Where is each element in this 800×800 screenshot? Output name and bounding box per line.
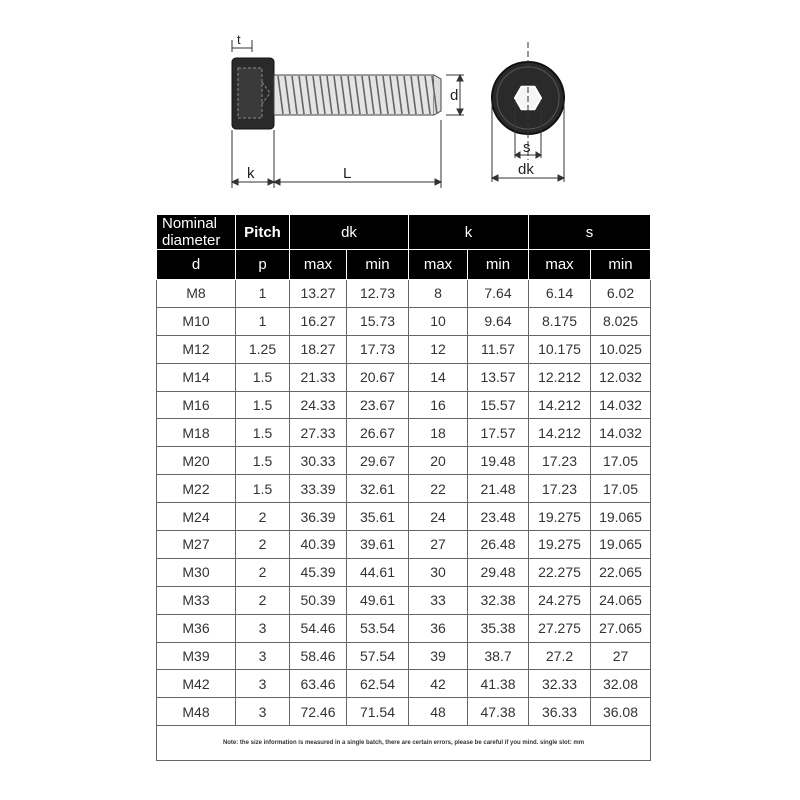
table-cell: 1.5 [236, 363, 290, 391]
table-cell: 42 [409, 670, 468, 698]
table-cell: 17.73 [347, 335, 409, 363]
screw-side-view [232, 58, 441, 129]
table-row [157, 642, 651, 670]
table-cell: 48 [409, 698, 468, 726]
table-cell: 24 [409, 503, 468, 531]
table-cell: 9.64 [468, 307, 529, 335]
label-dk: dk [518, 161, 534, 178]
table-cell: 62.54 [347, 670, 409, 698]
table-cell: 10.175 [529, 335, 591, 363]
header-nominal-diameter: Nominal diameter [157, 215, 236, 250]
table-cell: 49.61 [347, 586, 409, 614]
table-cell: 19.065 [591, 503, 651, 531]
table-cell: 33.39 [290, 475, 347, 503]
table-cell: 18 [409, 419, 468, 447]
table-cell: 8 [409, 280, 468, 308]
table-cell: 30.33 [290, 447, 347, 475]
table-cell: 1.5 [236, 419, 290, 447]
table-cell: M39 [157, 642, 236, 670]
table-cell: 1.5 [236, 447, 290, 475]
table-cell: 17.23 [529, 475, 591, 503]
table-cell: 19.48 [468, 447, 529, 475]
table-cell: 53.54 [347, 614, 409, 642]
table-cell: 32.61 [347, 475, 409, 503]
table-cell: 2 [236, 503, 290, 531]
table-cell: 13.57 [468, 363, 529, 391]
table-cell: 22 [409, 475, 468, 503]
table-cell: 20 [409, 447, 468, 475]
screw-dimension-drawing [0, 0, 800, 200]
label-L: L [343, 165, 352, 182]
table-cell: M10 [157, 307, 236, 335]
table-cell: 2 [236, 586, 290, 614]
table-cell: 3 [236, 642, 290, 670]
table-cell: 27.065 [591, 614, 651, 642]
table-cell: 6.02 [591, 280, 651, 308]
table-cell: 24.275 [529, 586, 591, 614]
spec-table [156, 214, 651, 761]
table-cell: M18 [157, 419, 236, 447]
table-cell: 27.275 [529, 614, 591, 642]
table-row [157, 419, 651, 447]
header-k: k [409, 215, 529, 250]
subheader-cell: d [157, 250, 236, 280]
table-cell: M30 [157, 558, 236, 586]
table-cell: 36 [409, 614, 468, 642]
table-row [157, 614, 651, 642]
table-cell: 22.275 [529, 558, 591, 586]
table-cell: M48 [157, 698, 236, 726]
table-cell: 27.33 [290, 419, 347, 447]
table-cell: 29.67 [347, 447, 409, 475]
table-cell: 19.275 [529, 503, 591, 531]
table-cell: 22.065 [591, 558, 651, 586]
subheader-cell: min [347, 250, 409, 280]
table-cell: 27.2 [529, 642, 591, 670]
table-cell: 10.025 [591, 335, 651, 363]
table-cell: 63.46 [290, 670, 347, 698]
table-cell: 17.57 [468, 419, 529, 447]
table-cell: 36.33 [529, 698, 591, 726]
header-pitch: Pitch [236, 215, 290, 250]
table-cell: 10 [409, 307, 468, 335]
table-cell: 12.032 [591, 363, 651, 391]
table-cell: 29.48 [468, 558, 529, 586]
table-cell: 35.61 [347, 503, 409, 531]
table-cell: 21.48 [468, 475, 529, 503]
table-cell: 20.67 [347, 363, 409, 391]
header-dk: dk [290, 215, 409, 250]
table-cell: 39 [409, 642, 468, 670]
subheader-cell: p [236, 250, 290, 280]
table-cell: 1.5 [236, 475, 290, 503]
table-cell: 27 [409, 531, 468, 559]
table-row [157, 391, 651, 419]
table-row [157, 586, 651, 614]
table-cell: 14.212 [529, 419, 591, 447]
table-cell: 38.7 [468, 642, 529, 670]
table-cell: 14.212 [529, 391, 591, 419]
table-cell: 54.46 [290, 614, 347, 642]
table-cell: 14 [409, 363, 468, 391]
table-cell: 8.025 [591, 307, 651, 335]
table-row [157, 280, 651, 308]
table-cell: M12 [157, 335, 236, 363]
table-cell: 15.57 [468, 391, 529, 419]
table-cell: 47.38 [468, 698, 529, 726]
table-cell: 19.065 [591, 531, 651, 559]
table-cell: 17.23 [529, 447, 591, 475]
subheader-cell: max [409, 250, 468, 280]
subheader-cell: min [468, 250, 529, 280]
table-note: Note: the size information is measured in a single batch, there are certain errors, please be careful if you mind. single slot: mm [157, 726, 651, 761]
table-cell: 32.33 [529, 670, 591, 698]
screw-shank [274, 75, 434, 115]
table-cell: 15.73 [347, 307, 409, 335]
table-cell: 26.48 [468, 531, 529, 559]
table-cell: 71.54 [347, 698, 409, 726]
table-cell: 12.212 [529, 363, 591, 391]
table-cell: M24 [157, 503, 236, 531]
table-cell: 18.27 [290, 335, 347, 363]
table-cell: 3 [236, 698, 290, 726]
table-cell: 1 [236, 307, 290, 335]
table-cell: 1.5 [236, 391, 290, 419]
table-cell: 32.38 [468, 586, 529, 614]
table-row [157, 335, 651, 363]
table-cell: M8 [157, 280, 236, 308]
table-cell: 58.46 [290, 642, 347, 670]
table-cell: 12 [409, 335, 468, 363]
table-cell: M14 [157, 363, 236, 391]
label-k: k [247, 165, 255, 182]
table-cell: 3 [236, 614, 290, 642]
table-cell: 72.46 [290, 698, 347, 726]
table-cell: 33 [409, 586, 468, 614]
table-cell: 57.54 [347, 642, 409, 670]
table-cell: 7.64 [468, 280, 529, 308]
subheader-cell: max [290, 250, 347, 280]
table-cell: 27 [591, 642, 651, 670]
table-cell: 41.38 [468, 670, 529, 698]
table-cell: M27 [157, 531, 236, 559]
label-t: t [237, 32, 241, 47]
table-cell: 40.39 [290, 531, 347, 559]
table-cell: 16.27 [290, 307, 347, 335]
table-cell: 2 [236, 531, 290, 559]
table-cell: 14.032 [591, 419, 651, 447]
table-cell: 13.27 [290, 280, 347, 308]
table-cell: 12.73 [347, 280, 409, 308]
table-cell: M36 [157, 614, 236, 642]
table-cell: 45.39 [290, 558, 347, 586]
table-row [157, 698, 651, 726]
table-cell: 2 [236, 558, 290, 586]
table-row [157, 670, 651, 698]
table-cell: 44.61 [347, 558, 409, 586]
table-row [157, 531, 651, 559]
table-cell: 24.065 [591, 586, 651, 614]
table-cell: 23.48 [468, 503, 529, 531]
table-cell: M20 [157, 447, 236, 475]
table-cell: 23.67 [347, 391, 409, 419]
table-cell: 24.33 [290, 391, 347, 419]
table-cell: 6.14 [529, 280, 591, 308]
label-d: d [450, 87, 459, 104]
table-cell: 36.39 [290, 503, 347, 531]
table-row [157, 558, 651, 586]
table-cell: M33 [157, 586, 236, 614]
table-cell: 3 [236, 670, 290, 698]
table-row [157, 503, 651, 531]
table-cell: 21.33 [290, 363, 347, 391]
table-cell: 8.175 [529, 307, 591, 335]
table-cell: M16 [157, 391, 236, 419]
hex-socket-outline [238, 68, 262, 118]
table-row [157, 363, 651, 391]
table-cell: 19.275 [529, 531, 591, 559]
table-cell: 14.032 [591, 391, 651, 419]
subheader-cell: min [591, 250, 651, 280]
header-s: s [529, 215, 651, 250]
table-cell: 50.39 [290, 586, 347, 614]
table-cell: 1.25 [236, 335, 290, 363]
table-cell: 17.05 [591, 475, 651, 503]
table-row [157, 475, 651, 503]
table-cell: 17.05 [591, 447, 651, 475]
table-cell: M22 [157, 475, 236, 503]
table-cell: M42 [157, 670, 236, 698]
table-cell: 36.08 [591, 698, 651, 726]
table-cell: 39.61 [347, 531, 409, 559]
table-cell: 16 [409, 391, 468, 419]
table-row [157, 447, 651, 475]
table-cell: 35.38 [468, 614, 529, 642]
table-row [157, 307, 651, 335]
table-cell: 26.67 [347, 419, 409, 447]
table-cell: 30 [409, 558, 468, 586]
table-cell: 1 [236, 280, 290, 308]
table-cell: 11.57 [468, 335, 529, 363]
table-cell: 32.08 [591, 670, 651, 698]
label-s: s [523, 139, 531, 156]
subheader-cell: max [529, 250, 591, 280]
